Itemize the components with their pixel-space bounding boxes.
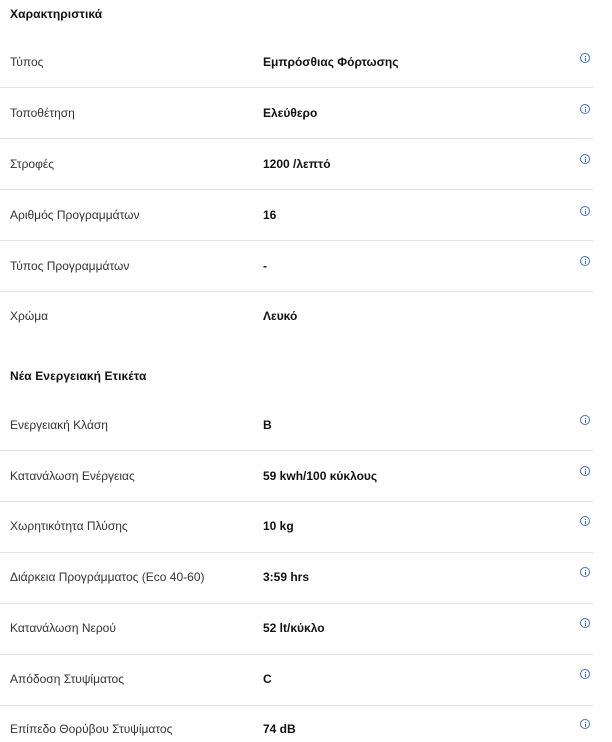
divider [0, 603, 593, 604]
info-circle-icon[interactable] [580, 53, 590, 63]
spec-label: Χρώμα [10, 309, 49, 323]
divider [0, 240, 593, 241]
spec-label: Τύπος Προγραμμάτων [10, 259, 130, 273]
info-circle-icon[interactable] [580, 719, 590, 729]
spec-row-color [0, 293, 593, 343]
spec-value: 3:59 hrs [263, 570, 310, 584]
spec-row-spin-speed [0, 140, 593, 190]
spec-label: Διάρκεια Προγράμματος (Eco 40-60) [10, 570, 205, 584]
spec-value: 52 lt/κύκλο [263, 621, 325, 635]
info-circle-icon[interactable] [580, 154, 590, 164]
info-circle-icon[interactable] [580, 669, 590, 679]
divider [0, 552, 593, 553]
spec-value: C [263, 672, 272, 686]
spec-label: Χωρητικότητα Πλύσης [10, 519, 128, 533]
spec-label: Τύπος [10, 55, 44, 69]
divider [0, 654, 593, 655]
spec-row-spin-efficiency [0, 656, 593, 706]
divider [0, 705, 593, 706]
spec-label: Αριθμός Προγραμμάτων [10, 208, 140, 222]
info-circle-icon[interactable] [580, 206, 590, 216]
spec-value: B [263, 418, 272, 432]
spec-row-installation [0, 89, 593, 139]
divider [0, 189, 593, 190]
spec-label: Κατανάλωση Νερού [10, 621, 116, 635]
spec-label: Απόδοση Στυψίματος [10, 672, 124, 686]
spec-label: Ενεργειακή Κλάση [10, 418, 108, 432]
divider [0, 501, 593, 502]
spec-label: Κατανάλωση Ενέργειας [10, 469, 135, 483]
spec-value: Λευκό [263, 309, 298, 323]
spec-label: Τοποθέτηση [10, 106, 75, 120]
info-circle-icon[interactable] [580, 256, 590, 266]
spec-value: Ελεύθερο [263, 106, 318, 120]
spec-row-type [0, 38, 593, 88]
spec-row-water-consumption [0, 605, 593, 655]
info-circle-icon[interactable] [580, 567, 590, 577]
divider [0, 291, 593, 292]
spec-row-program-type [0, 242, 593, 292]
info-circle-icon[interactable] [580, 618, 590, 628]
spec-label: Στροφές [10, 157, 54, 171]
spec-value: 16 [263, 208, 277, 222]
spec-value: 1200 /λεπτό [263, 157, 331, 171]
section-title-energy-label: Νέα Ενεργειακή Ετικέτα [10, 369, 147, 383]
spec-row-energy-class [0, 401, 593, 451]
divider [0, 450, 593, 451]
spec-row-energy-consumption [0, 452, 593, 502]
spec-row-program-count [0, 191, 593, 241]
spec-row-wash-capacity [0, 503, 593, 553]
spec-value: 59 kwh/100 κύκλους [263, 469, 378, 483]
spec-value: Εμπρόσθιας Φόρτωσης [263, 55, 399, 69]
spec-row-spin-noise [0, 707, 593, 742]
info-circle-icon[interactable] [580, 466, 590, 476]
spec-value: 74 dB [263, 722, 296, 736]
spec-label: Επίπεδο Θορύβου Στυψίματος [10, 722, 173, 736]
spec-value: 10 kg [263, 519, 294, 533]
info-circle-icon[interactable] [580, 415, 590, 425]
spec-value: - [263, 259, 267, 273]
spec-row-program-duration [0, 554, 593, 604]
info-circle-icon[interactable] [580, 104, 590, 114]
divider [0, 87, 593, 88]
info-circle-icon[interactable] [580, 516, 590, 526]
section-title-characteristics: Χαρακτηριστικά [10, 7, 103, 21]
divider [0, 138, 593, 139]
